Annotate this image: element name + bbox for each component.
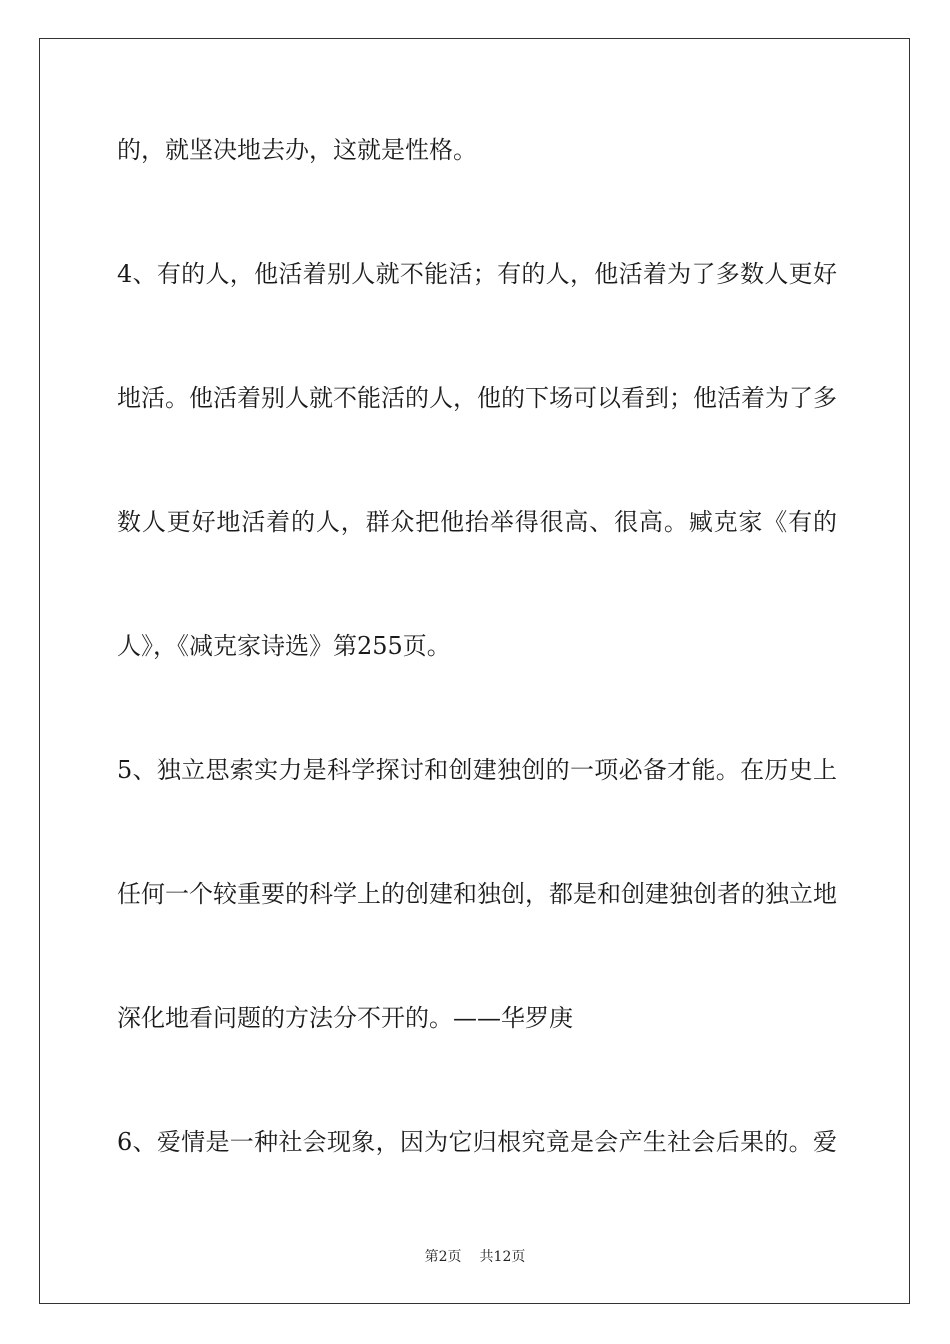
page-footer (0, 1248, 950, 1266)
text-line-4: 数人更好地活着的人，群众把他抬举得很高、很高。臧克家《有的 (117, 508, 837, 536)
text-line-1: 的，就坚决地去办，这就是性格。 (117, 136, 477, 164)
text-line-5: 人》，《减克家诗选》第255页。 (117, 632, 451, 660)
text-line-2: 4、有的人，他活着别人就不能活；有的人，他活着为了多数人更好 (117, 260, 837, 288)
text-line-6: 5、独立思索实力是科学探讨和创建独创的一项必备才能。在历史上 (117, 756, 837, 784)
text-line-3: 地活。他活着别人就不能活的人，他的下场可以看到；他活着为了多 (117, 384, 837, 412)
page-border (39, 38, 910, 1304)
page-number: 第2页 (424, 1249, 462, 1265)
text-line-7: 任何一个较重要的科学上的创建和独创，都是和创建独创者的独立地 (117, 880, 837, 908)
total-pages: 共12页 (479, 1249, 526, 1265)
text-line-8: 深化地看问题的方法分不开的。——华罗庚 (117, 1004, 573, 1032)
text-line-9: 6、爱情是一种社会现象，因为它归根究竟是会产生社会后果的。爱 (117, 1128, 837, 1156)
